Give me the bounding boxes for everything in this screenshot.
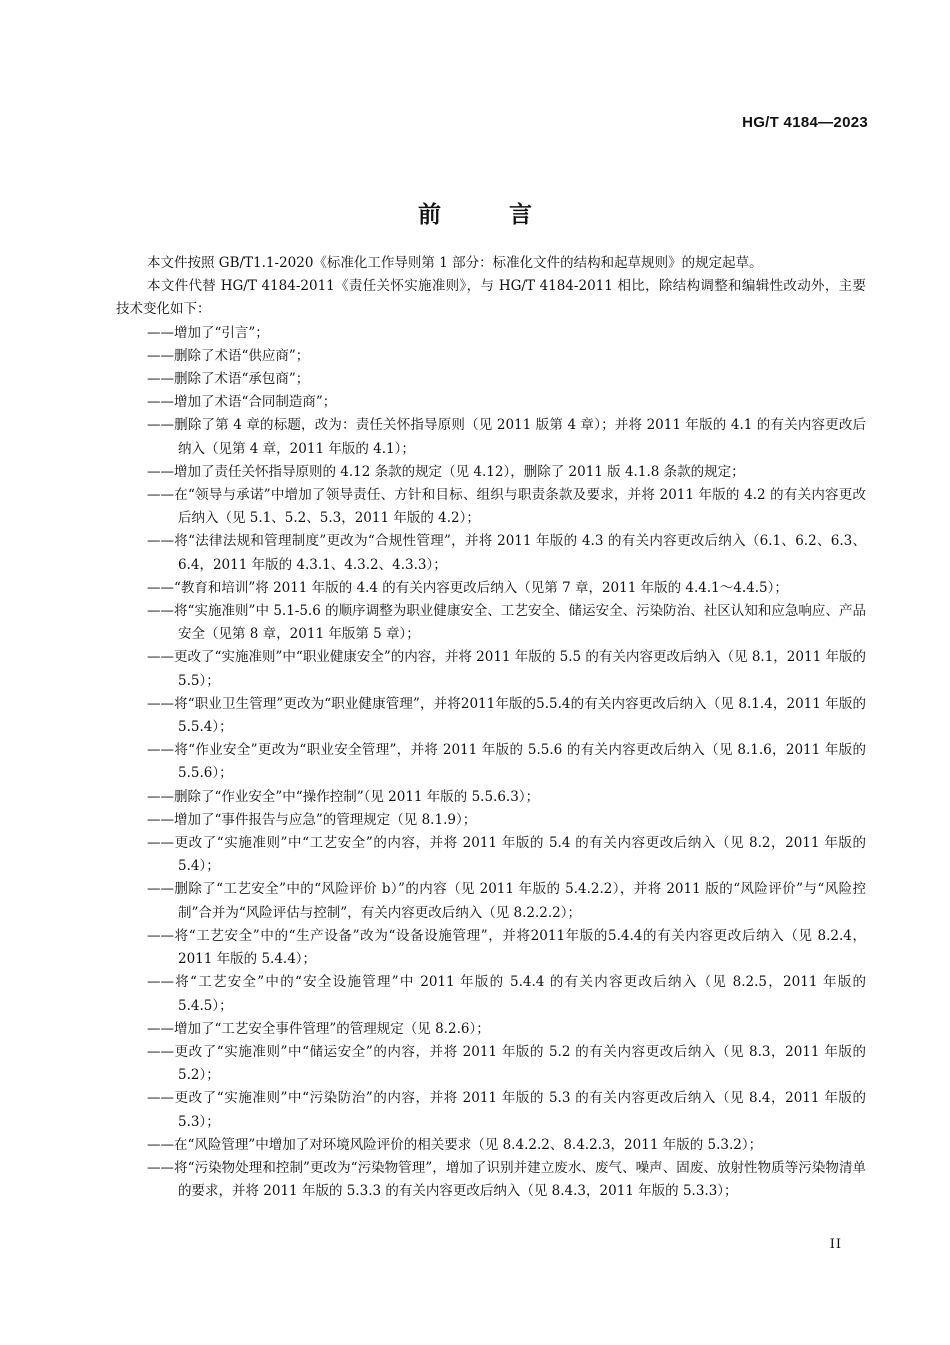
change-list-item: ——更改了“实施准则”中“工艺安全”的内容，并将 2011 年版的 5.4 的有关内容更改后纳入（见 8.2，2011 年版的 5.4）； [147, 835, 866, 875]
change-list-item: ——更改了“实施准则”中“职业健康安全”的内容，并将 2011 年版的 5.5 的有关内容更改后纳入（见 8.1，2011 年版的 5.5）； [147, 649, 866, 689]
change-list-item: ——将“工艺安全”中的“生产设备”改为“设备设施管理”，并将2011年版的5.4.4的有关内容更改后纳入（见 8.2.4，2011 年版的 5.4.4）； [147, 927, 866, 968]
change-list-item: ——将“作业安全”更改为“职业安全管理”，并将 2011 年版的 5.5.6 的有关内容更改后纳入（见 8.1.6，2011 年版的 5.5.6）； [147, 742, 866, 782]
page-title: 前 言 [417, 202, 562, 228]
change-list-item: ——更改了“实施准则”中“污染防治”的内容，并将 2011 年版的 5.3 的有关内容更改后纳入（见 8.4，2011 年版的 5.3）； [147, 1090, 866, 1130]
change-list-item: ——删除了术语“承包商”； [147, 371, 310, 388]
document-body [116, 252, 866, 1203]
change-list-item: ——增加了术语“合同制造商”； [147, 394, 337, 411]
change-list-item: ——删除了术语“供应商”； [147, 347, 310, 364]
change-list-item: ——将“污染物处理和控制”更改为“污染物管理”，增加了识别并建立废水、废气、噪声、固废、放射性物质等污染物清单的要求，并将 2011 年版的 5.3.3 的有关内容更改后纳入（见 8.4.3，2011 年版的 5.3.3）； [147, 1159, 866, 1200]
change-list-item: ——将“工艺安全”中的“安全设施管理”中 2011 年版的 5.4.4 的有关内容更改后纳入（见 8.2.5，2011 年版的 5.4.5）； [147, 974, 866, 1014]
intro-paragraph: 本文件按照 GB/T1.1-2020《标准化工作导则第 1 部分：标准化文件的结构和起草规则》的规定起草。 [147, 255, 763, 271]
change-list-item: ——“教育和培训”将 2011 年版的 4.4 的有关内容更改后纳入（见第 7 章，2011 年版的 4.4.1～4.4.5）； [147, 579, 788, 596]
change-list-item: ——增加了责任关怀指导原则的 4.12 条款的规定（见 4.12），删除了 2011 版 4.1.8 条款的规定； [147, 463, 745, 480]
change-list-item: ——删除了“作业安全”中“操作控制”（见 2011 年版的 5.5.6.3）； [147, 788, 540, 805]
change-list-item: ——在“风险管理”中增加了对环境风险评价的相关要求（见 8.4.2.2、8.4.2.3，2011 年版的 5.3.2）； [147, 1136, 763, 1153]
change-list-item: ——更改了“实施准则”中“储运安全”的内容，并将 2011 年版的 5.2 的有关内容更改后纳入（见 8.3，2011 年版的 5.2）； [147, 1043, 866, 1084]
document-code: HG/T 4184—2023 [742, 114, 868, 131]
page-number: II [829, 1237, 842, 1252]
change-list-item: ——增加了“引言”； [147, 324, 269, 341]
change-list-item: ——在“领导与承诺”中增加了领导责任、方针和目标、组织与职责条款及要求，并将 2011 年版的 4.2 的有关内容更改后纳入（见 5.1、5.2、5.3，2011 年版的 4.2）； [147, 487, 866, 527]
change-list-item: ——将“法律法规和管理制度”更改为“合规性管理”，并将 2011 年版的 4.3 的有关内容更改后纳入（6.1、6.2、6.3、6.4，2011 年版的 4.3.1、4.3.2、4.3.3）； [147, 533, 866, 573]
change-list-item: ——删除了“工艺安全”中的“风险评价 b）”的内容（见 2011 年版的 5.4.2.2），并将 2011 版的“风险评价”与“风险控制”合并为“风险评估与控制”，有关内容更改后纳入（见 8.2.2.2）； [147, 881, 866, 921]
change-list-item: ——增加了“工艺安全事件管理”的管理规定（见 8.2.6）； [147, 1020, 490, 1037]
change-list [116, 322, 866, 1204]
change-list-item: ——删除了第 4 章的标题，改为：责任关怀指导原则（见 2011 版第 4 章）；并将 2011 年版的 4.1 的有关内容更改后纳入（见第 4 章，2011 年版的 4.1）； [147, 417, 866, 457]
change-list-item: ——将“实施准则”中 5.1-5.6 的顺序调整为职业健康安全、工艺安全、储运安全、污染防治、社区认知和应急响应、产品安全（见第 8 章，2011 年版第 5 章）； [147, 603, 866, 643]
intro-paragraph: 本文件代替 HG/T 4184-2011《责任关怀实施准则》，与 HG/T 4184-2011 相比，除结构调整和编辑性改动外，主要技术变化如下： [116, 278, 866, 318]
change-list-item: ——将“职业卫生管理”更改为“职业健康管理”，并将2011年版的5.5.4的有关内容更改后纳入（见 8.1.4，2011 年版的 5.5.4）； [147, 695, 866, 736]
change-list-item: ——增加了“事件报告与应急”的管理规定（见 8.1.9）； [147, 811, 477, 828]
